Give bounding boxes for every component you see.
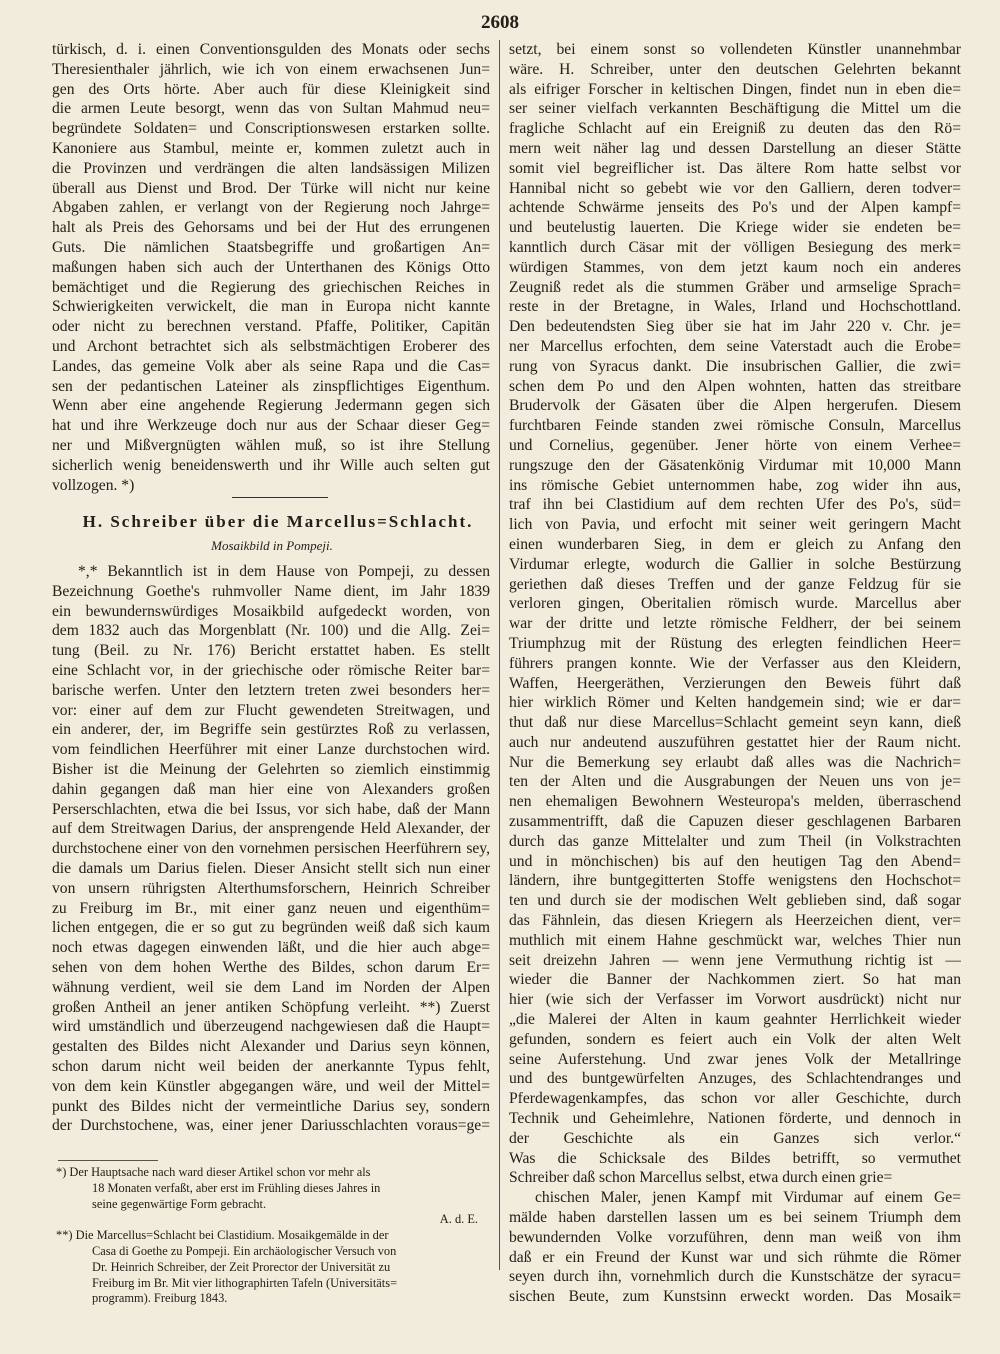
text-line: ins römische Gebiet unternommen habe, zog wider ihn aus, xyxy=(509,476,961,494)
text-line: lichen entgegen, die er so gut zu begründen weiß daß sich kaum xyxy=(52,919,490,937)
text-line: Triumphzug mit der Rüstung des erlegten feindlichen Heer= xyxy=(509,634,961,652)
text-line: der Durchstochene, was, einer jener Dariusschlachten voraus=ge= xyxy=(52,1117,490,1135)
text-line: achtende Schwärme jenseits des Po's und der Alpen kampf= xyxy=(509,199,961,217)
text-line: rungszuge den der Gäsatenkönig Virdumar mit 10,000 Mann xyxy=(509,456,961,474)
text-line: durchstochene einer von den vornehmen persischen Heerführern sey, xyxy=(52,840,490,858)
text-line: Waffen, Heergeräthen, Verzierungen den Beweis führt daß xyxy=(509,674,961,692)
text-line: auf dem Streitwagen Darius, der ansprengende Held Alexander, der xyxy=(52,820,490,838)
footnote-line: 18 Monaten verfaßt, aber erst im Frühling dieses Jahres in xyxy=(92,1180,381,1195)
text-line: schen dem Po und den Alpen wohnten, hatten das streitbare xyxy=(509,377,961,395)
text-line: geriethen daß dieses Treffen und der ganze Feldzug für sie xyxy=(509,575,961,593)
text-line: reste in der Bretagne, in Wales, Irland und Hochschottland. xyxy=(509,298,961,316)
text-line: Was die Schicksale des Bildes betrifft, so vermuthet xyxy=(509,1149,961,1167)
text-line: mern weit näher lag und dessen Darstellung an dieser Stätte xyxy=(509,139,961,157)
text-line: lich von Pavia, und erfocht mit seiner weit geringern Macht xyxy=(509,516,961,534)
text-line: schon darum nicht weil beiden der anerkannte Typus fehlt, xyxy=(52,1057,490,1075)
text-line: führers prangen konnte. Wie der Verfasser aus den Kleidern, xyxy=(509,654,961,672)
footnote-line: Freiburg im Br. Mit vier lithographirten Tafeln (Universitäts= xyxy=(92,1275,398,1290)
footnote-line: **) Die Marcellus=Schlacht bei Clastidium. Mosaikgemälde in der xyxy=(56,1228,389,1243)
text-line: fragliche Schlacht auf ein Ereigniß zu deuten das den Rö= xyxy=(509,120,961,138)
text-line: wähnung verdient, weil sie dem Land im Norden der Alpen xyxy=(52,978,490,996)
text-line: der Geschichte als ein Ganzes sich verlor.“ xyxy=(509,1129,961,1147)
text-line: von unsern rührigsten Alterthumsforschern, Heinrich Schreiber xyxy=(52,879,490,897)
text-line: bewundernden Volke vorzuführen, denn man weiß von ihm xyxy=(509,1228,961,1246)
text-line: rung von Syracus dankt. Die insubrischen Gallier, die zwi= xyxy=(509,357,961,375)
text-line: bemächtiget und die Regierung des griechischen Reiches in xyxy=(52,278,490,296)
text-line: halt als Preis des Gehorsams und bei der Hut des errungenen xyxy=(52,219,490,237)
text-line: Den bedeutendsten Sieg über sie hat im Jahr 220 v. Chr. je= xyxy=(509,318,961,336)
text-line: war der dritte und letzte römische Feldherr, der bei seinem xyxy=(509,615,961,633)
text-line: vor: einer auf dem zur Flucht gewendeten Streitwagen, und xyxy=(52,701,490,719)
text-line: zu Freiburg im Br., mit einer ganz neuen und eigenthüm= xyxy=(52,899,490,917)
text-line: Bezeichnung Goethe's ruhmvoller Name dient, im Jahr 1839 xyxy=(52,582,490,600)
text-line: seine Auferstehung. Und zwar jenes Volk der Metallringe xyxy=(509,1050,961,1068)
text-line: dem 1832 auch das Morgenblatt (Nr. 100) und die Allg. Zei= xyxy=(52,622,490,640)
text-line: sen der pedantischen Lateiner als zinspflichtiges Eigenthum. xyxy=(52,377,490,395)
text-line: einen wunderbaren Sieg, in dem er gleich zu Anfang den xyxy=(509,535,961,553)
text-line: die armen Leute besorgt, wenn das von Sultan Mahmud neu= xyxy=(52,100,490,118)
text-line: seyen durch ihn, vornehmlich durch die Kunstschätze der syracu= xyxy=(509,1268,961,1286)
text-line: Nur die Bemerkung sey erlaubt daß alles was die Nachrich= xyxy=(509,753,961,771)
text-line: verloren gingen, Oberitalien römisch wurde. Marcellus aber xyxy=(509,595,961,613)
article-subheading: Mosaikbild in Pompeji. xyxy=(211,538,333,553)
text-line: mälde haben darstellen lassen um es bei seinem Triumph dem xyxy=(509,1209,961,1227)
text-line: nen ehemaligen Bewohnern Westeuropa's melden, überraschend xyxy=(509,793,961,811)
text-line: *,* Bekanntlich ist in dem Hause von Pompeji, zu dessen xyxy=(78,563,490,580)
text-line: gefunden, sondern es feiert auch ein Volk der alten Welt xyxy=(509,1030,961,1048)
text-line: wird umständlich und überzeugend nachgewiesen daß die Haupt= xyxy=(52,1018,490,1036)
text-line: die Provinzen und verdrängen die alten landsässigen Milizen xyxy=(52,159,490,177)
text-line: ser seiner vielfach verkannten Beschäftigung die Mittel um die xyxy=(509,100,961,118)
page-number: 2608 xyxy=(481,12,519,33)
column-divider xyxy=(499,40,500,1270)
text-line: sicherlich wenig beneidenswerth und ihr Wille auch selten gut xyxy=(52,456,490,474)
text-line: Guts. Die nämlichen Staatsbegriffe und großartigen An= xyxy=(52,238,490,256)
text-line: wäre. H. Schreiber, unter den deutschen Gelehrten bekannt xyxy=(509,60,961,78)
footnote-line: seine gegenwärtige Form gebracht. xyxy=(92,1196,267,1211)
text-line: dahin gegangen daß man hier eine von Alexanders großen xyxy=(52,780,490,798)
text-line: „die Malerei der Alten in kaum geahnter Herrlichkeit wieder xyxy=(509,1011,961,1029)
text-line: als eifriger Forscher in keltischen Dingen, findet nun in eben die= xyxy=(509,80,961,98)
text-line: die damals um Darius fielen. Dieser Ansicht stellt sich nun einer xyxy=(52,859,490,877)
text-line: ten der Alten und die Ausgrabungen der Neuen uns von je= xyxy=(509,773,961,791)
text-line: und in mönchischen) bis auf den heutigen Tag den Abend= xyxy=(509,852,961,870)
text-line: gestalten des Bildes nicht Alexander und Darius seyn können, xyxy=(52,1038,490,1056)
text-line: Zeugniß redet als die stummen Gräber und armselige Sprach= xyxy=(509,278,961,296)
text-line: Perserschlachten, etwa die bei Issus, vor sich habe, daß der Mann xyxy=(52,800,490,818)
text-line: und beutelustig lauerten. Die Kriege wider sie endeten be= xyxy=(509,219,961,237)
text-line: überall aus Dienst und Brod. Der Türke will nicht nur keine xyxy=(52,179,490,197)
text-line: von dem kein Künstler abgegangen wäre, und weil der Mittel= xyxy=(52,1077,490,1095)
text-line: hat und ihre Werkzeuge doch nur aus der Schaar dieser Geg= xyxy=(52,417,490,435)
text-line: gen des Orts hörte. Aber auch für diese Kleinigkeit sind xyxy=(52,80,490,98)
section-separator-rule xyxy=(232,497,328,498)
text-line: Virdumar erlegte, wodurch die Gallier in solche Bestürzung xyxy=(509,555,961,573)
right-column-text xyxy=(509,40,961,1307)
text-line: und Archont betrachtet sich als selbstmächtigen Eroberer des xyxy=(52,337,490,355)
text-line: tung (Beil. zu Nr. 176) Bericht erstattet haben. Es stellt xyxy=(52,642,490,660)
text-line: Technik und Geheimlehre, Nationen förderte, und dennoch in xyxy=(509,1110,961,1128)
text-line: Abgaben zahlen, er verlangt von der Regierung noch Jahrge= xyxy=(52,199,490,217)
text-line: sischen Beute, zum Kunstsinn erweckt worden. Das Mosaik= xyxy=(509,1288,961,1306)
text-line: vollzogen. *) xyxy=(52,476,135,494)
text-line: seit dreizehn Jahren — wenn jene Vermuthung richtig ist — xyxy=(509,951,961,969)
text-line: großen Antheil an jener antiken Schöpfung verleiht. **) Zuerst xyxy=(52,998,490,1016)
text-line: das Fähnlein, das diesen Kriegern als Heerzeichen dient, ver= xyxy=(509,912,961,930)
article-heading: H. Schreiber über die Marcellus=Schlacht. xyxy=(82,512,474,531)
text-line: kanntlich durch Cäsar mit der völligen Besiegung des merk= xyxy=(509,238,961,256)
text-line: muthlich mit einem Hahne geschmückt war, welches Thier nun xyxy=(509,931,961,949)
text-line: traf ihn bei Clastidium auf dem rechten Ufer des Po's, süd= xyxy=(509,496,961,514)
text-line: türkisch, d. i. einen Conventionsgulden des Monats oder sechs xyxy=(52,41,490,58)
text-line: oder nicht zu berechnen verstand. Pfaffe, Politiker, Capitän xyxy=(52,318,490,336)
text-line: begründete Soldaten= und Conscriptionswesen erstarken sollte. xyxy=(52,120,490,138)
text-line: thut daß nur diese Marcellus=Schlacht gemeint seyn kann, dieß xyxy=(509,714,961,732)
text-line: und des buntgewürfelten Anzuges, des Schlachtendranges und xyxy=(509,1070,961,1088)
text-line: zusammentrifft, daß die Capuzen dieser geschlagenen Barbaren xyxy=(509,813,961,831)
text-line: noch etwas dagegen einwenden läßt, und die hier auch abge= xyxy=(52,939,490,957)
text-line: barische werfen. Unter den letztern treten zwei besonders her= xyxy=(52,681,490,699)
text-line: ländern, ihre buntgegitterten Stoffe wenigstens den Hochschot= xyxy=(509,872,961,890)
text-line: ein bewundernswürdiges Mosaikbild aufgedeckt worden, von xyxy=(52,602,490,620)
text-line: Schwierigkeiten verwickelt, die man in Europa nicht kannte xyxy=(52,298,490,316)
footnote-rule xyxy=(58,1160,158,1161)
text-line: punkt des Bildes nicht der vermeintliche Darius sey, sondern xyxy=(52,1097,490,1115)
text-line: Brudervolk der Gäsaten über die Alpen hergerufen. Diesem xyxy=(509,397,961,415)
text-line: chischen Maler, jenen Kampf mit Virdumar auf einem Ge= xyxy=(535,1189,961,1207)
text-line: furchtbaren Feinde standen zwei römische Consuln, Marcellus xyxy=(509,417,961,435)
text-line: Theresienthaler jährlich, wie ich von einem erwachsenen Jun= xyxy=(52,60,490,78)
footnote-line: A. d. E. xyxy=(439,1212,478,1227)
text-line: durch das ganze Mittelalter und zum Theil (in Volkstrachten xyxy=(509,832,961,850)
footnote-line: Casa di Goethe zu Pompeji. Ein archäologischer Versuch von xyxy=(92,1243,397,1258)
text-line: auch nur andeutend auszuführen gestattet hier der Raum nicht. xyxy=(509,733,961,751)
text-line: Wenn aber eine angehende Regierung Jedermann gegen sich xyxy=(52,397,490,415)
text-line: würdigen Stammes, von dem jetzt kaum noch ein anderes xyxy=(509,258,961,276)
text-line: vom feindlichen Heerführer mit einer Lanze durchstochen wird. xyxy=(52,741,490,759)
text-line: Landes, das gemeine Volk aber als seine Rapa und die Cas= xyxy=(52,357,490,375)
text-line: ten und durch sie der modischen Welt geblieben sind, daß sogar xyxy=(509,892,961,910)
text-line: Hannibal nicht so gebebt wie vor den Galliern, deren todver= xyxy=(509,179,961,197)
text-line: eine Schlacht vor, in der griechische oder römische Reiter bar= xyxy=(52,661,490,679)
footnote-line: *) Der Hauptsache nach ward dieser Artikel schon vor mehr als xyxy=(56,1165,371,1179)
text-line: daß er ein Freund der Kunst war und sich rühmte die Römer xyxy=(509,1248,961,1266)
text-line: ner Marcellus erfochten, dem seine Vaterstadt auch die Erobe= xyxy=(509,337,961,355)
text-line: wieder die Banner der Nachkommen ziert. So hat man xyxy=(509,971,961,989)
left-column-top-text xyxy=(52,40,490,495)
footnote-line: programm). Freiburg 1843. xyxy=(92,1291,228,1306)
text-line: sehen von dem hohen Werthe des Bildes, schon darum Er= xyxy=(52,958,490,976)
text-line: ner und Mißvergnügten wählen muß, so ist ihre Stellung xyxy=(52,436,490,454)
text-line: hier (wie sich der Verfasser im Vorwort ausdrückt) nicht nur xyxy=(509,991,961,1009)
left-column-article-text xyxy=(52,562,490,1136)
footnote-line: Dr. Heinrich Schreiber, der Zeit Prorector der Universität zu xyxy=(92,1259,391,1274)
text-line: somit viel begreiflicher ist. Das ältere Rom hatte selbst vor xyxy=(509,159,961,177)
text-line: Schreiber daß schon Marcellus selbst, etwa durch einen grie= xyxy=(509,1169,893,1187)
text-line: Bisher ist die Meinung der Gelehrten so ziemlich einstimmig xyxy=(52,760,490,778)
text-line: Kanoniere aus Stambul, meinte er, kommen zuletzt auch in xyxy=(52,139,490,157)
footnotes xyxy=(56,1165,488,1307)
text-line: setzt, bei einem sonst so vollendeten Künstler unannehmbar xyxy=(509,41,961,58)
text-line: und Cornelius, gegenüber. Jener hörte von einem Verhee= xyxy=(509,436,961,454)
text-line: Pferdewagenkampfes, das schon vor aller Geschichte, durch xyxy=(509,1090,961,1108)
text-line: ein anderer, der, im Begriffe sein gestürztes Roß zu verlassen, xyxy=(52,721,490,739)
text-line: hier wirklich Römer und Kelten handgemein sind; wie er dar= xyxy=(509,694,961,712)
text-line: maßungen haben sich auch der Unterthanen des Königs Otto xyxy=(52,258,490,276)
